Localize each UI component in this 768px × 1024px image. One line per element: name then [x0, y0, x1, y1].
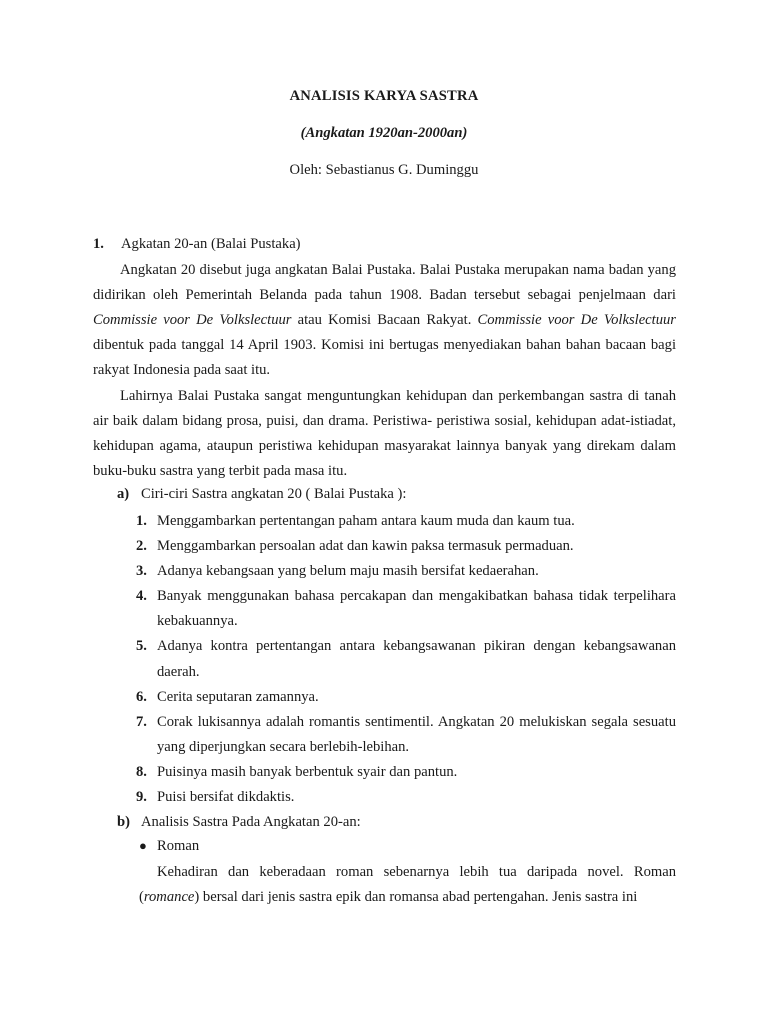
- list-number: 2.: [136, 538, 147, 555]
- list-number: 5.: [136, 638, 147, 655]
- list-item: [136, 710, 676, 760]
- italic-term: Commissie voor De Volkslectuur: [93, 312, 292, 329]
- list-text: Puisinya masih banyak berbentuk syair dan pantun.: [157, 763, 458, 780]
- italic-term: romance: [143, 889, 195, 906]
- subheading-text: Analisis Sastra Pada Angkatan 20-an:: [141, 814, 361, 830]
- list-number: 3.: [136, 563, 147, 580]
- document-author: Oleh: Sebastianus G. Duminggu: [289, 162, 479, 178]
- bullet-dot-icon: ●: [139, 838, 147, 853]
- italic-term: Commissie voor De Volkslectuur: [477, 312, 676, 329]
- subheading-label: b): [117, 814, 130, 830]
- bullet-text: Roman: [157, 838, 200, 854]
- subheading-b: [117, 814, 361, 831]
- list-text: Cerita seputaran zamannya.: [157, 688, 319, 705]
- list-text: Puisi bersifat dikdaktis.: [157, 789, 295, 806]
- paragraph-text: dibentuk pada tanggal 14 April 1903. Komisi ini bertugas menyediakan bahan bahan bacaan bagi rakyat Indonesia pada saat itu.: [93, 337, 676, 379]
- list-text: Adanya kontra pertentangan antara kebangsawanan pikiran dengan kebangsawanan daerah.: [157, 638, 676, 680]
- document-title: ANALISIS KARYA SASTRA: [289, 88, 479, 104]
- paragraph-text: Kehadiran dan keberadaan roman sebenarnya lebih tua daripada novel. Roman (: [139, 864, 676, 906]
- list-text: Adanya kebangsaan yang belum maju masih bersifat kedaerahan.: [157, 563, 539, 580]
- list-number: 6.: [136, 688, 147, 705]
- paragraph-lahirnya: Lahirnya Balai Pustaka sangat menguntungkan kehidupan dan perkembangan sastra di tanah air baik dalam bidang prosa, puisi, dan drama. Peristiwa- peristiwa sosial, kehidupan adat-istiadat, kehidupan agama, ataupun peristiwa kehidupan masyarakat lainnya banyak yang direkam dalam buku-buku sastra yang terbit pada masa itu.: [93, 388, 676, 480]
- list-number: 8.: [136, 763, 147, 780]
- paragraph-balai-pustaka: [93, 258, 676, 383]
- list-item: [136, 785, 676, 810]
- list-text: Menggambarkan persoalan adat dan kawin paksa termasuk permaduan.: [157, 538, 574, 555]
- list-item: [136, 634, 676, 684]
- list-number: 1.: [136, 513, 147, 529]
- bullet-item-roman: [139, 838, 199, 855]
- section-heading-text: Agkatan 20-an (Balai Pustaka): [121, 236, 301, 252]
- paragraph-text: atau Komisi Bacaan Rakyat.: [291, 312, 478, 329]
- subheading-text: Ciri-ciri Sastra angkatan 20 ( Balai Pustaka ):: [141, 486, 407, 502]
- section-number: 1.: [93, 236, 104, 252]
- section-heading: [93, 236, 301, 253]
- subheading-label: a): [117, 486, 130, 502]
- list-item: [136, 760, 676, 785]
- list-number: 7.: [136, 713, 147, 730]
- list-text: Menggambarkan pertentangan paham antara kaum muda dan kaum tua.: [157, 513, 575, 529]
- subheading-a: [117, 486, 406, 503]
- paragraph-roman: [139, 860, 676, 910]
- list-item: [136, 685, 676, 710]
- paragraph-text: Angkatan 20 disebut juga angkatan Balai Pustaka. Balai Pustaka merupakan nama badan yang didirikan oleh Pemerintah Belanda pada tahun 1908. Badan tersebut sebagai penjelmaan dari: [93, 262, 676, 304]
- paragraph-text: ) bersal dari jenis sastra epik dan romansa abad pertengahan. Jenis sastra ini: [194, 889, 638, 906]
- list-item: [136, 584, 676, 634]
- list-item: [136, 509, 676, 534]
- list-text: Corak lukisannya adalah romantis sentimentil. Angkatan 20 melukiskan segala sesuatu yang diperjungkan secara berlebih-lebihan.: [157, 713, 676, 755]
- list-number: 4.: [136, 588, 147, 605]
- ciri-ciri-list: [136, 509, 676, 810]
- list-item: [136, 534, 676, 559]
- document-subtitle: (Angkatan 1920an-2000an): [300, 125, 468, 141]
- list-text: Banyak menggunakan bahasa percakapan dan mengakibatkan bahasa tidak terpelihara kebakuannya.: [157, 588, 676, 630]
- list-item: [136, 559, 676, 584]
- list-number: 9.: [136, 789, 147, 806]
